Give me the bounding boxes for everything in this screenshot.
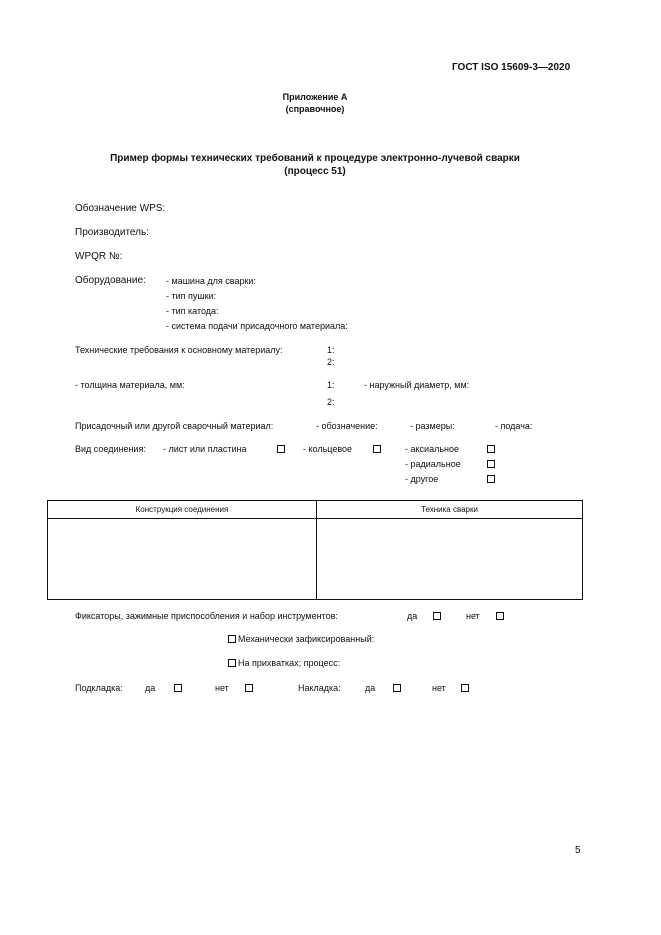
table-header-welding-technique: Техника сварки — [317, 501, 583, 519]
thickness-label: - толщина материала, мм: — [75, 380, 185, 390]
mechanical-label: Механически зафиксированный: — [238, 634, 375, 644]
filler-designation: - обозначение: — [316, 421, 378, 431]
thickness-item1: 1: — [327, 380, 335, 390]
base-material-item2: 2: — [327, 357, 335, 367]
equipment-label: Оборудование: — [75, 275, 146, 286]
joint-sheet-checkbox[interactable] — [277, 445, 285, 453]
thickness-item2: 2: — [327, 397, 335, 407]
joint-type-label: Вид соединения: — [75, 444, 146, 454]
form-title-process: (процесс 51) — [284, 166, 346, 177]
backing-label: Подкладка: — [75, 683, 123, 693]
equipment-item: - тип катода: — [166, 306, 219, 316]
wpqr-label: WPQR №: — [75, 251, 123, 262]
overlay-yes-checkbox[interactable] — [393, 684, 401, 692]
joint-radial-label: - радиальное — [405, 459, 461, 469]
standard-code: ГОСТ ISO 15609-3—2020 — [452, 62, 571, 73]
page-number: 5 — [575, 845, 581, 856]
joint-design-cell[interactable] — [48, 519, 317, 600]
joint-other-label: - другое — [405, 474, 439, 484]
fixtures-no-checkbox[interactable] — [496, 612, 504, 620]
annex-subtitle: (справочное) — [285, 104, 345, 114]
tacks-checkbox[interactable] — [228, 659, 236, 667]
tacks-label: На прихватках; процесс: — [238, 658, 341, 668]
mechanical-checkbox[interactable] — [228, 635, 236, 643]
backing-no-label: нет — [215, 683, 229, 693]
equipment-item: - машина для сварки: — [166, 276, 256, 286]
base-material-item1: 1: — [327, 345, 335, 355]
welding-technique-cell[interactable] — [317, 519, 583, 600]
joint-ring-label: - кольцевое — [303, 444, 353, 454]
overlay-label: Накладка: — [298, 683, 341, 693]
table-header-joint-design: Конструкция соединения — [48, 501, 317, 519]
filler-dimensions: - размеры: — [410, 421, 455, 431]
form-title: Пример формы технических требований к процедуре электронно-лучевой сварки — [110, 153, 520, 164]
joint-radial-checkbox[interactable] — [487, 460, 495, 468]
overlay-no-label: нет — [432, 683, 446, 693]
backing-no-checkbox[interactable] — [245, 684, 253, 692]
wps-label: Обозначение WPS: — [75, 203, 166, 214]
overlay-yes-label: да — [365, 683, 376, 693]
equipment-item: - система подачи присадочного материала: — [166, 321, 348, 331]
filler-feed: - подача: — [495, 421, 533, 431]
joint-technique-table — [47, 500, 583, 600]
fixtures-label: Фиксаторы, зажимные приспособления и набор инструментов: — [75, 611, 338, 621]
manufacturer-label: Производитель: — [75, 227, 149, 238]
outer-diameter-label: - наружный диаметр, мм: — [364, 380, 470, 390]
fixtures-yes-label: да — [407, 611, 418, 621]
joint-axial-label: - аксиальное — [405, 444, 459, 454]
overlay-no-checkbox[interactable] — [461, 684, 469, 692]
annex-title: Приложение А — [282, 92, 348, 102]
backing-yes-label: да — [145, 683, 156, 693]
joint-axial-checkbox[interactable] — [487, 445, 495, 453]
joint-sheet-label: - лист или пластина — [163, 444, 247, 454]
joint-ring-checkbox[interactable] — [373, 445, 381, 453]
fixtures-no-label: нет — [466, 611, 480, 621]
base-material-label: Технические требования к основному материалу: — [75, 345, 283, 355]
fixtures-yes-checkbox[interactable] — [433, 612, 441, 620]
filler-label: Присадочный или другой сварочный материал: — [75, 421, 274, 431]
equipment-item: - тип пушки: — [166, 291, 217, 301]
joint-other-checkbox[interactable] — [487, 475, 495, 483]
backing-yes-checkbox[interactable] — [174, 684, 182, 692]
